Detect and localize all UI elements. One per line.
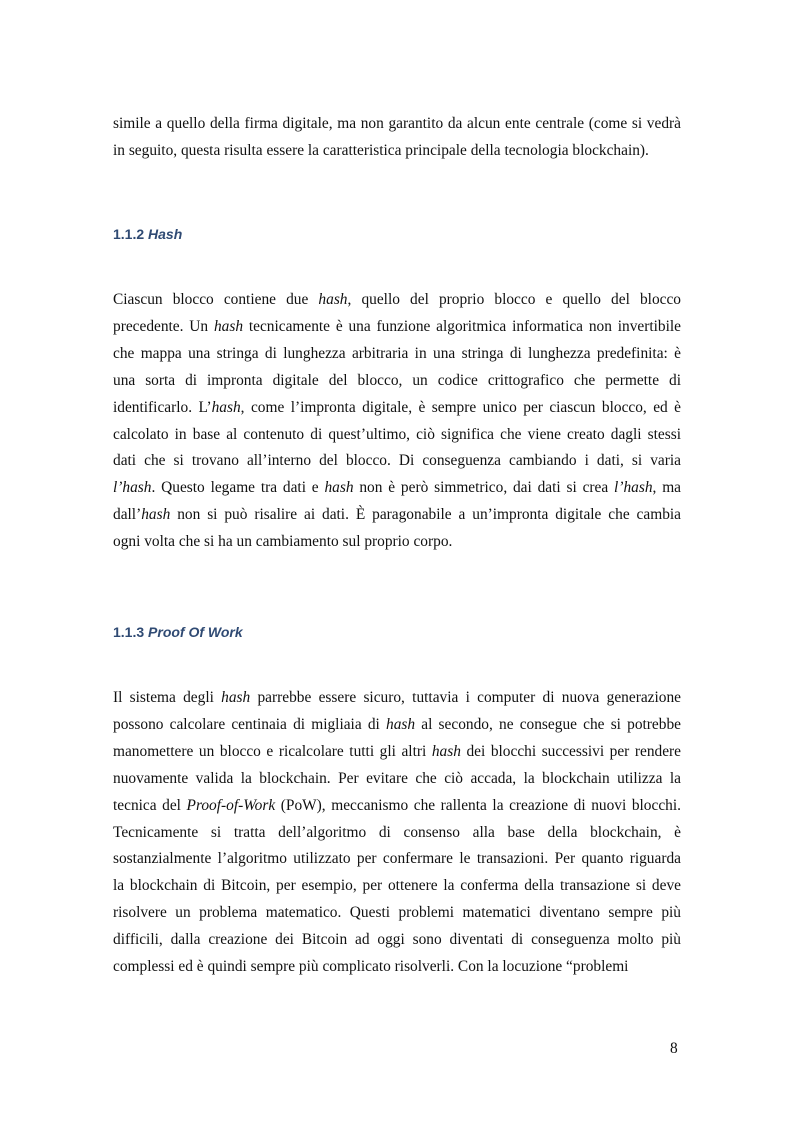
text-line: difficili, dalla creazione dei Bitcoin ad oggi sono diventati di conseguenza molto più: [113, 931, 681, 949]
text-line: complessi ed è quindi sempre più complicato risolverli. Con la locuzione “problemi: [113, 958, 629, 976]
text-line: l’hash. Questo legame tra dati e hash non è però simmetrico, dai dati si crea l’hash, ma: [113, 479, 682, 497]
italic-term: hash: [324, 479, 354, 497]
text-line: dati che si trovano all’interno del blocco. Di conseguenza cambiando i dati, si varia: [113, 452, 681, 470]
text-line: manomettere un blocco e ricalcolare tutti gli altri hash dei blocchi successivi per rendere: [113, 742, 682, 760]
text-line: calcolato in base al contenuto di quest’ultimo, ciò significa che viene creato dagli stessi: [113, 425, 681, 443]
italic-term: hash: [221, 689, 251, 706]
text-line: Il sistema degli hash parrebbe essere sicuro, tuttavia i computer di nuova generazione: [113, 689, 681, 706]
section-heading-hash: [113, 226, 182, 242]
section-title: Hash: [148, 226, 183, 242]
text-line: la blockchain di Bitcoin, per esempio, per ottenere la conferma della transazione si deve: [113, 877, 681, 895]
text-line: possono calcolare centinaia di migliaia di hash al secondo, ne consegue che si potrebbe: [113, 715, 681, 733]
section-number: 1.1.3: [113, 624, 145, 640]
italic-term: l’hash: [113, 479, 152, 497]
paragraph-intro-continuation: [113, 111, 681, 165]
text-line: in seguito, questa risulta essere la caratteristica principale della tecnologia blockchain).: [113, 141, 649, 159]
italic-term: hash: [318, 291, 348, 308]
section-title: Proof Of Work: [148, 624, 243, 640]
italic-term: hash: [211, 398, 241, 416]
text-line: che mappa una stringa di lunghezza arbitraria in una stringa di lunghezza predefinita: è: [113, 344, 681, 362]
text-line: Ciascun blocco contiene due hash, quello del proprio blocco e quello del blocco: [113, 291, 681, 308]
section-heading-proof-of-work: [113, 624, 243, 640]
italic-term: hash: [141, 506, 171, 524]
italic-term: l’hash: [614, 479, 653, 497]
text-line: una sorta di impronta digitale del blocco, un codice crittografico che permette di: [113, 371, 681, 389]
text-line: nuovamente valida la blockchain. Per evitare che ciò accada, la blockchain utilizza la: [113, 769, 681, 787]
text-line: identificarlo. L’hash, come l’impronta digitale, è sempre unico per ciascun blocco, ed è: [113, 398, 681, 416]
section-number: 1.1.2: [113, 226, 145, 242]
text-line: ogni volta che si ha un cambiamento sul proprio corpo.: [113, 533, 453, 551]
italic-term: hash: [386, 715, 416, 733]
italic-term: Proof-of-Work: [186, 796, 276, 814]
page-number: 8: [670, 1040, 678, 1057]
text-line: sostanzialmente l’algoritmo utilizzato per confermare le transazioni. Per quanto riguarda: [113, 850, 681, 868]
text-line: simile a quello della firma digitale, ma non garantito da alcun ente centrale (come si vedrà: [113, 115, 681, 132]
paragraph-hash: [113, 287, 681, 556]
text-line: dall’hash non si può risalire ai dati. È paragonabile a un’impronta digitale che cambia: [113, 506, 681, 524]
text-line: tecnica del Proof-of-Work (PoW), meccanismo che rallenta la creazione di nuovi blocchi.: [113, 796, 681, 814]
italic-term: hash: [213, 317, 244, 335]
italic-term: hash: [431, 742, 461, 760]
text-line: risolvere un problema matematico. Questi problemi matematici diventano sempre più: [113, 904, 681, 922]
paragraph-proof-of-work: [113, 685, 681, 981]
text-line: Tecnicamente si tratta dell’algoritmo di consenso alla base della blockchain, è: [113, 823, 681, 841]
text-line: precedente. Un hash tecnicamente è una funzione algoritmica informatica non invertibile: [113, 317, 681, 335]
